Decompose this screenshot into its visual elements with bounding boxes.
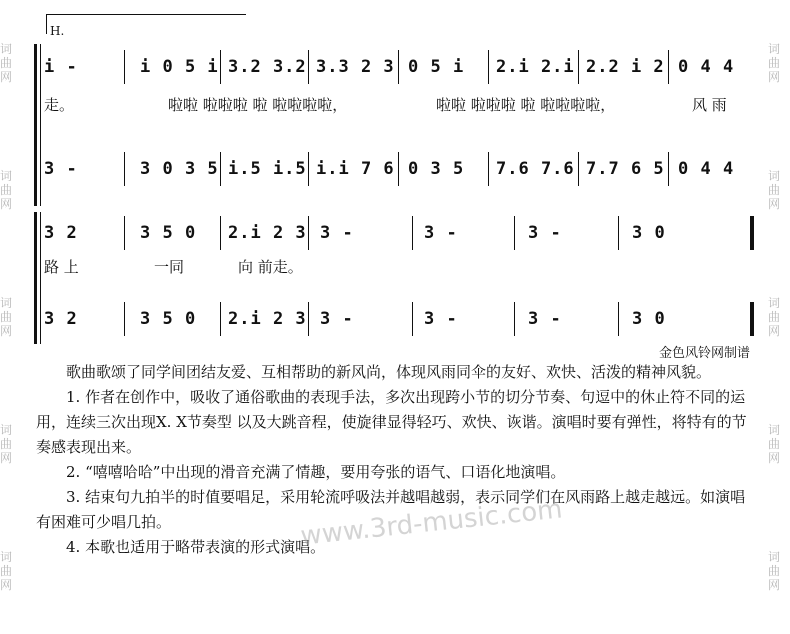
side-watermark-text: 词曲网 xyxy=(768,42,781,85)
measure: 0 4 4 xyxy=(678,159,735,179)
measure: 3 - xyxy=(44,159,78,179)
barline xyxy=(488,50,489,84)
barline xyxy=(124,302,125,336)
harmony-staff xyxy=(28,302,768,336)
score-system-2 xyxy=(28,200,768,350)
site-watermark: www.3rd-music.com xyxy=(299,494,564,552)
score-credit: 金色风铃网制谱 xyxy=(658,346,750,361)
notes-point-2: 2. “嘻嘻哈哈”中出现的滑音充满了情趣，要用夸张的语气、口语化地演唱。 xyxy=(66,463,566,481)
volta-line xyxy=(46,14,246,15)
measure: 2.2 i 2 xyxy=(586,57,665,77)
barline xyxy=(398,50,399,84)
measure: 0 4 4 xyxy=(678,57,735,77)
barline xyxy=(220,302,221,336)
measure: 3 - xyxy=(528,309,562,329)
barline xyxy=(124,50,125,84)
measure: 3 - xyxy=(320,223,354,243)
barline xyxy=(124,216,125,250)
barline xyxy=(578,152,579,186)
measure: i.i 7 6 xyxy=(316,159,395,179)
notes-point-3: 3. 结束句九拍半的时值要唱足，采用轮流呼吸法并越唱越弱，表示同学们在风雨路上越走越远。如演唱有困难可少唱几拍。 xyxy=(36,488,746,531)
side-watermark-text: 词曲网 xyxy=(768,169,781,212)
barline xyxy=(124,152,125,186)
measure: 3 5 0 xyxy=(140,309,197,329)
measure: 3 5 0 xyxy=(140,223,197,243)
barline xyxy=(668,152,669,186)
side-watermark-text: 词曲网 xyxy=(0,295,13,338)
measure: i.5 i.5 xyxy=(228,159,307,179)
measure: 0 3 5 xyxy=(408,159,465,179)
measure: 3.3 2 3 xyxy=(316,57,395,77)
side-watermark-text: 词曲网 xyxy=(768,549,781,592)
barline xyxy=(220,152,221,186)
measure: 2.i 2.i xyxy=(496,57,575,77)
harmony-staff xyxy=(28,152,768,186)
lyric-segment: 走。 xyxy=(44,96,75,114)
measure: 2.i 2 3 xyxy=(228,309,307,329)
measure: 2.i 2 3 xyxy=(228,223,307,243)
barline xyxy=(412,302,413,336)
measure: i - xyxy=(44,57,78,77)
section-label: H. xyxy=(50,24,65,38)
measure: 3 0 xyxy=(632,309,666,329)
final-barline xyxy=(750,302,754,336)
barline xyxy=(308,302,309,336)
final-barline xyxy=(750,216,754,250)
lyric-segment: 向 前走。 xyxy=(238,258,303,276)
measure: 7.7 6 5 xyxy=(586,159,665,179)
measure: 3 - xyxy=(424,223,458,243)
barline xyxy=(220,50,221,84)
barline xyxy=(308,152,309,186)
measure: 3 2 xyxy=(44,309,78,329)
melody-staff xyxy=(28,50,768,84)
side-watermark-left xyxy=(0,0,22,634)
barline xyxy=(578,50,579,84)
score-system-1 xyxy=(28,14,768,204)
measure: 3 - xyxy=(320,309,354,329)
measure: 3 0 3 5 xyxy=(140,159,219,179)
notes-point-4: 4. 本歌也适用于略带表演的形式演唱。 xyxy=(66,538,326,556)
measure: 3 - xyxy=(424,309,458,329)
lyric-segment: 啦啦 啦啦啦 啦 啦啦啦啦， xyxy=(436,96,616,114)
barline xyxy=(618,302,619,336)
side-watermark-text: 词曲网 xyxy=(0,422,13,465)
notes-point-1: 1. 作者在创作中，吸收了通俗歌曲的表现手法，多次出现跨小节的切分节奏、句逗中的休止符不同的运用，连续三次出现X. X节奏型 以及大跳音程，使旋律显得轻巧、欢快、诙谐。演唱时要有弹性，将特有的节奏感表现出来。 xyxy=(36,388,747,456)
side-watermark-text: 词曲网 xyxy=(768,295,781,338)
lyric-segment: 路 上 xyxy=(44,258,79,276)
barline xyxy=(514,302,515,336)
lyric-segment: 一同 xyxy=(154,258,185,276)
side-watermark-text: 词曲网 xyxy=(0,42,13,85)
measure: 3.2 3.2 xyxy=(228,57,307,77)
volta-line xyxy=(46,14,47,34)
side-watermark-text: 词曲网 xyxy=(0,169,13,212)
measure: 7.6 7.6 xyxy=(496,159,575,179)
song-notes xyxy=(36,360,760,560)
side-watermark-text: 词曲网 xyxy=(0,549,13,592)
barline xyxy=(398,152,399,186)
barline xyxy=(618,216,619,250)
barline xyxy=(412,216,413,250)
notes-intro: 歌曲歌颂了同学间团结友爱、互相帮助的新风尚，体现风雨同伞的友好、欢快、活泼的精神风貌。 xyxy=(66,363,712,381)
measure: 3 2 xyxy=(44,223,78,243)
barline xyxy=(220,216,221,250)
side-watermark-right xyxy=(768,0,790,634)
side-watermark-text: 词曲网 xyxy=(768,422,781,465)
melody-staff xyxy=(28,216,768,250)
barline xyxy=(488,152,489,186)
barline xyxy=(308,216,309,250)
barline xyxy=(514,216,515,250)
measure: i 0 5 i xyxy=(140,57,219,77)
barline xyxy=(668,50,669,84)
barline xyxy=(308,50,309,84)
measure: 3 - xyxy=(528,223,562,243)
measure: 3 0 xyxy=(632,223,666,243)
lyric-segment: 啦啦 啦啦啦 啦 啦啦啦啦， xyxy=(168,96,348,114)
lyric-segment: 风 雨 xyxy=(692,96,727,114)
measure: 0 5 i xyxy=(408,57,465,77)
